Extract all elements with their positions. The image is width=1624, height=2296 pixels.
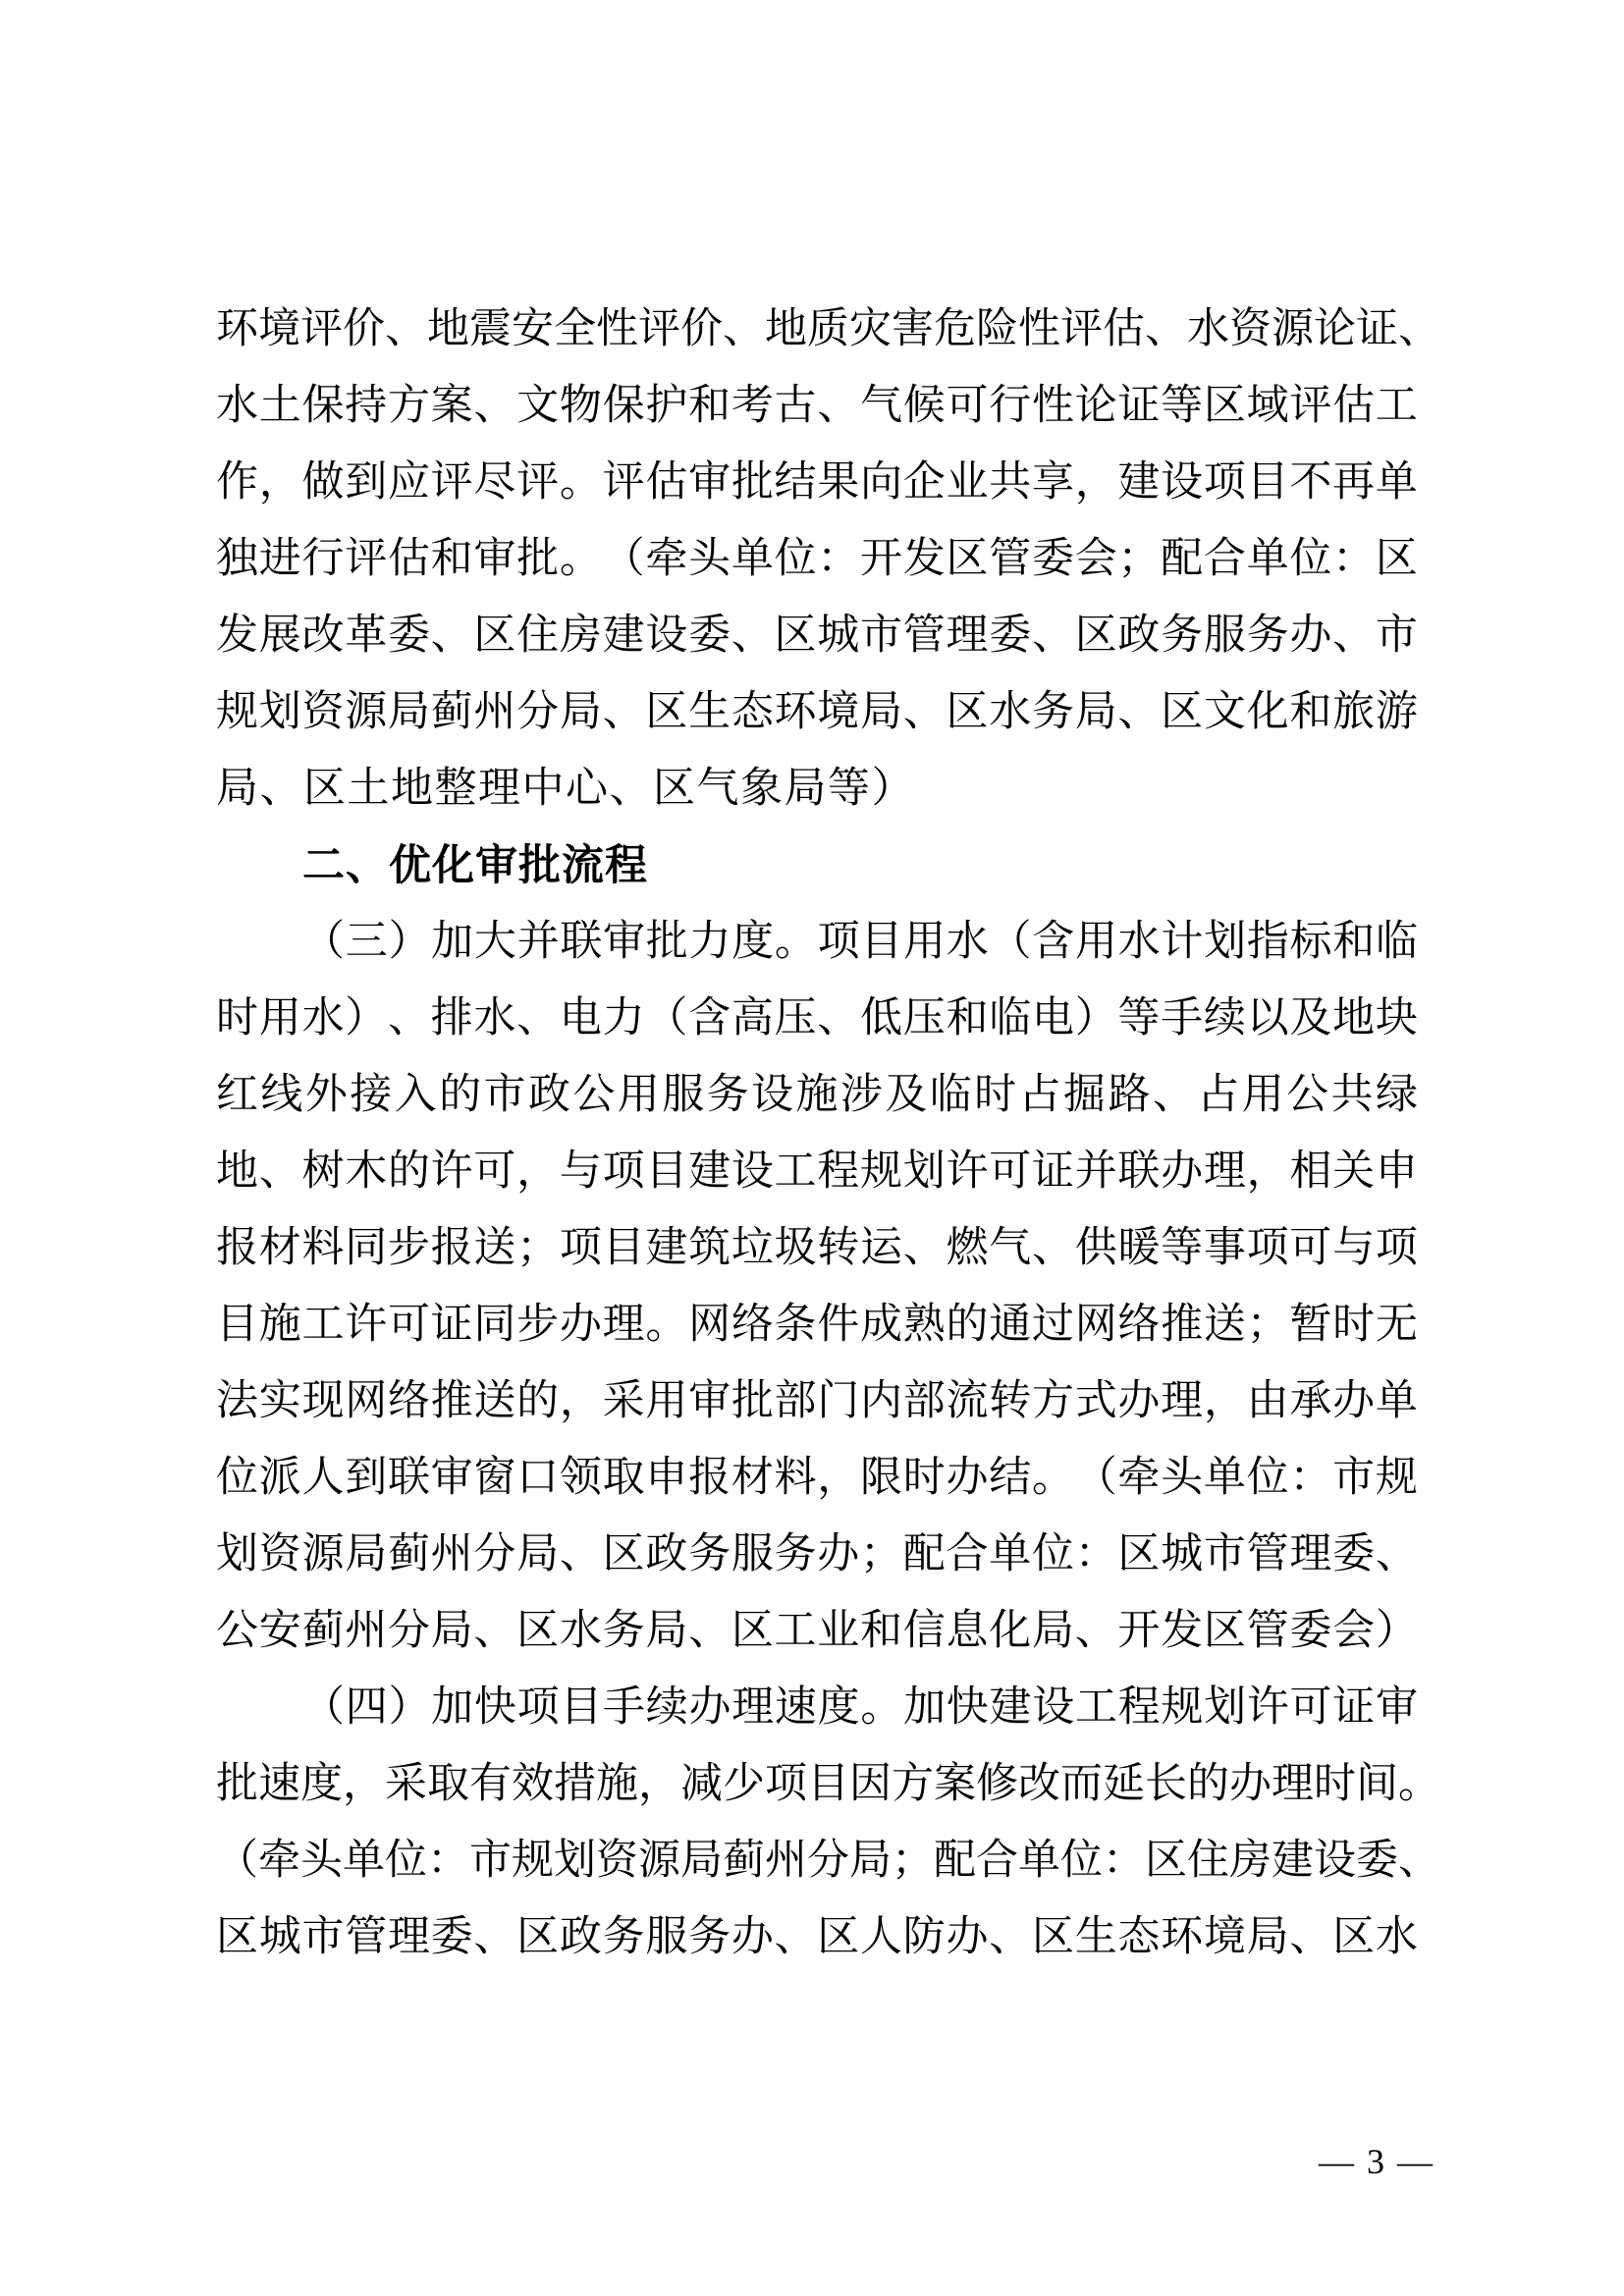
text-line: 位 派 人 到 联 审 窗 口 领 取 申 报 材 料 ， 限 时 办 结 。 （ 牵 头 单 位 ： 市 规 [216,1455,1418,1501]
text-line: 区 城 市 管 理 委 、 区 政 务 服 务 办 、 区 人 防 办 、 区 生 态 环 境 局 、 区 水 [216,1914,1418,1960]
text-line: 报 材 料 同 步 报 送 ； 项 目 建 筑 垃 圾 转 运 、 燃 气 、 供 暖 等 事 项 可 与 项 [216,1225,1418,1271]
text-line: 规 划 资 源 局 蓟 州 分 局 、 区 生 态 环 境 局 、 区 水 务 局 、 区 文 化 和 旅 游 [216,689,1418,735]
text-line: 红 线 外 接 入 的 市 政 公 用 服 务 设 施 涉 及 临 时 占 掘 路 、 占 用 公 共 绿 [216,1072,1418,1118]
text-line: 地 、 树 木 的 许 可 ， 与 项 目 建 设 工 程 规 划 许 可 证 并 联 办 理 ， 相 关 申 [216,1148,1418,1195]
text-line: 法 实 现 网 络 推 送 的 ， 采 用 审 批 部 门 内 部 流 转 方 式 办 理 ， 由 承 办 单 [216,1378,1418,1424]
section-heading: 二、优化审批流程 [302,841,648,890]
text-line: （ 四 ） 加 快 项 目 手 续 办 理 速 度 。 加 快 建 设 工 程 规 划 许 可 证 审 [302,1684,1418,1731]
text-line: （ 牵 头 单 位 ： 市 规 划 资 源 局 蓟 州 分 局 ； 配 合 单 位 ： 区 住 房 建 设 委 、 [216,1838,1440,1884]
text-line: 批 速 度 ， 采 取 有 效 措 施 ， 减 少 项 目 因 方 案 修 改 而 延 长 的 办 理 时 间 。 [216,1761,1440,1807]
text-line: 局、区土地整理中心、区气象局等） [216,766,915,812]
document-text-block [216,292,1440,1976]
text-line: （ 三 ） 加 大 并 联 审 批 力 度 。 项 目 用 水 （ 含 用 水 计 划 指 标 和 临 [302,919,1418,965]
text-line: 目 施 工 许 可 证 同 步 办 理 。 网 络 条 件 成 熟 的 通 过 网 络 推 送 ； 暂 时 无 [216,1302,1418,1348]
text-line: 划 资 源 局 蓟 州 分 局 、 区 政 务 服 务 办 ； 配 合 单 位 ： 区 城 市 管 理 委 、 [216,1531,1418,1577]
text-line: 水 土 保 持 方 案 、 文 物 保 护 和 考 古 、 气 候 可 行 性 论 证 等 区 域 评 估 工 [216,383,1418,429]
page-number: — 3 — [1319,2142,1435,2181]
text-line: 环 境 评 价 、 地 震 安 全 性 评 价 、 地 质 灾 害 危 险 性 评 估 、 水 资 源 论 证 、 [216,306,1440,352]
text-line: 独 进 行 评 估 和 审 批 。 （ 牵 头 单 位 ： 开 发 区 管 委 会 ； 配 合 单 位 ： 区 [216,536,1418,582]
text-line: 时 用 水 ） 、 排 水 、 电 力 （ 含 高 压 、 低 压 和 临 电 ） 等 手 续 以 及 地 块 [216,995,1418,1041]
text-line: 公 安 蓟 州 分 局 、 区 水 务 局 、 区 工 业 和 信 息 化 局 、 开 发 区 管 委 会 ） [216,1608,1418,1654]
text-line: 发 展 改 革 委 、 区 住 房 建 设 委 、 区 城 市 管 理 委 、 区 政 务 服 务 办 、 市 [216,613,1418,659]
text-line: 作 ， 做 到 应 评 尽 评 。 评 估 审 批 结 果 向 企 业 共 享 ， 建 设 项 目 不 再 单 [216,459,1418,506]
